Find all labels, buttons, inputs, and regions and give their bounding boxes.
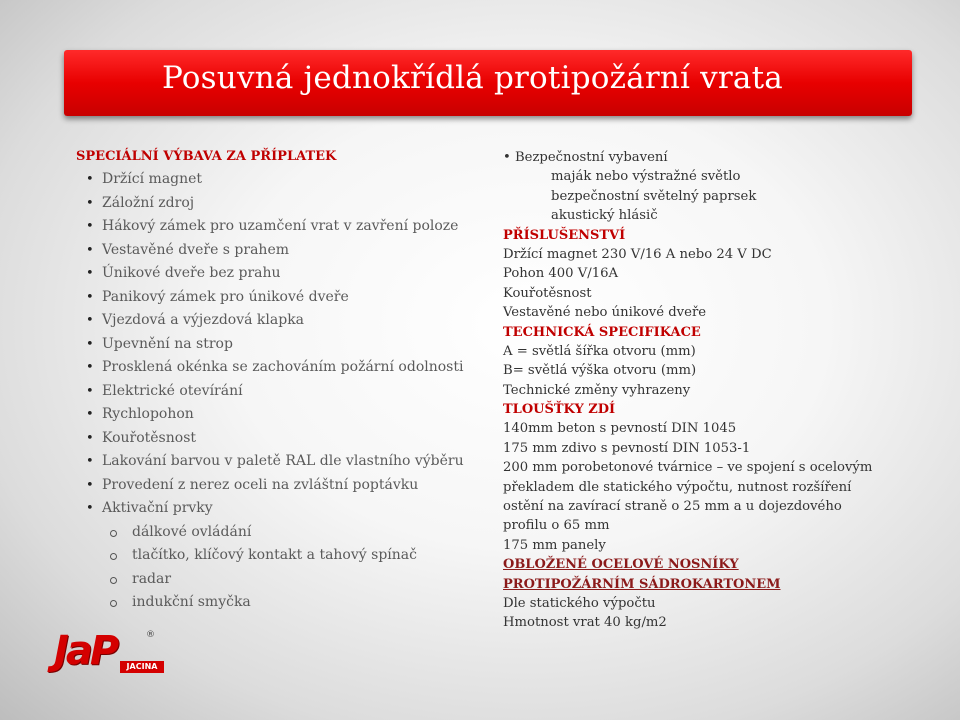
sub-list-item: tlačítko, klíčový kontakt a tahový spínač xyxy=(76,544,476,568)
beams-item: Hmotnost vrat 40 kg/m2 xyxy=(503,615,667,631)
wall-thickness-item: 140mm beton s pevností DIN 1045 xyxy=(503,421,737,437)
bullet-icon: • xyxy=(86,477,94,493)
technical-spec-heading: TECHNICKÁ SPECIFIKACE xyxy=(503,324,701,340)
list-item: • Rychlopohon xyxy=(76,403,476,427)
list-item: • Hákový zámek pro uzamčení vrat v zavření poloze xyxy=(76,215,476,239)
sub-list-item: radar xyxy=(76,568,476,592)
wall-thickness-item: ostění na zavírací straně o 25 mm a u dojezdového xyxy=(503,499,842,515)
list-item: • Elektrické otevírání xyxy=(76,380,476,404)
title-banner xyxy=(64,50,912,116)
beams-heading-line-2: PROTIPOŽÁRNÍM SÁDROKARTONEM xyxy=(503,576,781,592)
slide-title: Posuvná jednokřídlá protipožární vrata xyxy=(162,60,783,96)
beams-heading-line-1: OBLOŽENÉ OCELOVÉ NOSNÍKY xyxy=(503,557,739,573)
bullet-icon: • xyxy=(86,454,94,469)
accessories-item: Vestavěné nebo únikové dveře xyxy=(503,305,707,321)
beams-item: Dle statického výpočtu xyxy=(503,595,656,611)
safety-equipment-item: maják nebo výstražné světlo xyxy=(551,169,741,185)
bullet-icon: • xyxy=(86,336,94,352)
wall-thickness-item: 200 mm porobetonové tvárnice – ve spojení s ocelovým xyxy=(503,460,873,476)
list-item: • Vestavěné dveře s prahem xyxy=(76,239,476,263)
bullet-icon: • xyxy=(86,195,94,211)
bullet-icon: • xyxy=(86,219,94,234)
registered-mark: ® xyxy=(146,630,155,640)
ring-bullet-icon xyxy=(110,577,117,584)
sub-list-item: indukční smyčka xyxy=(76,591,476,615)
list-item: • Lakování barvou v paletě RAL dle vlastního výběru xyxy=(76,450,476,474)
bullet-icon: • xyxy=(86,360,94,375)
safety-equipment-item: akustický hlásič xyxy=(551,208,658,224)
accessories-item: Kouřotěsnost xyxy=(503,285,592,301)
wall-thickness-item: 175 mm panely xyxy=(503,537,606,553)
bullet-icon: • xyxy=(86,407,94,422)
accessories-item: Pohon 400 V/16A xyxy=(503,266,619,282)
bullet-icon: • xyxy=(86,266,94,281)
ring-bullet-icon xyxy=(110,600,117,607)
list-item: • Únikové dveře bez prahu xyxy=(76,262,476,286)
safety-equipment-title: • Bezpečnostní vybavení xyxy=(503,150,668,165)
list-item: • Kouřotěsnost xyxy=(76,427,476,451)
specification-section xyxy=(503,148,903,633)
bullet-icon: • xyxy=(86,313,94,328)
bullet-icon: • xyxy=(86,501,94,516)
accessories-item: Držící magnet 230 V/16 A nebo 24 V DC xyxy=(503,246,772,262)
technical-spec-item: Technické změny vyhrazeny xyxy=(503,382,691,398)
logo-text: JaP xyxy=(54,628,117,674)
technical-spec-item: A = světlá šířka otvoru (mm) xyxy=(503,343,696,359)
wall-thickness-heading: TLOUŠŤKY ZDÍ xyxy=(503,402,616,418)
sub-list-item: dálkové ovládání xyxy=(76,521,476,545)
wall-thickness-item: překladem dle statického výpočtu, nutnost rozšíření xyxy=(503,479,852,495)
ring-bullet-icon xyxy=(110,530,117,537)
list-item: • Prosklená okénka se zachováním požární odolnosti xyxy=(76,356,476,380)
special-equipment-heading: SPECIÁLNÍ VÝBAVA ZA PŘÍPLATEK xyxy=(76,149,337,164)
technical-spec-item: B= světlá výška otvoru (mm) xyxy=(503,363,697,379)
bullet-icon: • xyxy=(86,172,94,187)
wall-thickness-item: 175 mm zdivo s pevností DIN 1053-1 xyxy=(503,440,751,456)
list-item: • Držící magnet xyxy=(76,168,476,192)
ring-bullet-icon xyxy=(110,553,117,560)
bullet-icon: • xyxy=(86,383,94,399)
bullet-icon: • xyxy=(86,430,94,446)
list-item: • Aktivační prvky xyxy=(76,497,476,521)
accessories-heading: PŘÍSLUŠENSTVÍ xyxy=(503,227,626,243)
wall-thickness-item: profilu o 65 mm xyxy=(503,518,610,534)
jap-logo xyxy=(50,628,168,680)
list-item: • Záložní zdroj xyxy=(76,192,476,216)
logo-tag: JACINA xyxy=(120,661,164,673)
list-item: • Panikový zámek pro únikové dveře xyxy=(76,286,476,310)
bullet-icon: • xyxy=(86,242,94,258)
safety-equipment-item: bezpečnostní světelný paprsek xyxy=(551,188,757,204)
list-item: • Provedení z nerez oceli na zvláštní poptávku xyxy=(76,474,476,498)
list-item: • Vjezdová a výjezdová klapka xyxy=(76,309,476,333)
special-equipment-section xyxy=(76,146,476,615)
bullet-icon: • xyxy=(86,289,94,305)
list-item: • Upevnění na strop xyxy=(76,333,476,357)
